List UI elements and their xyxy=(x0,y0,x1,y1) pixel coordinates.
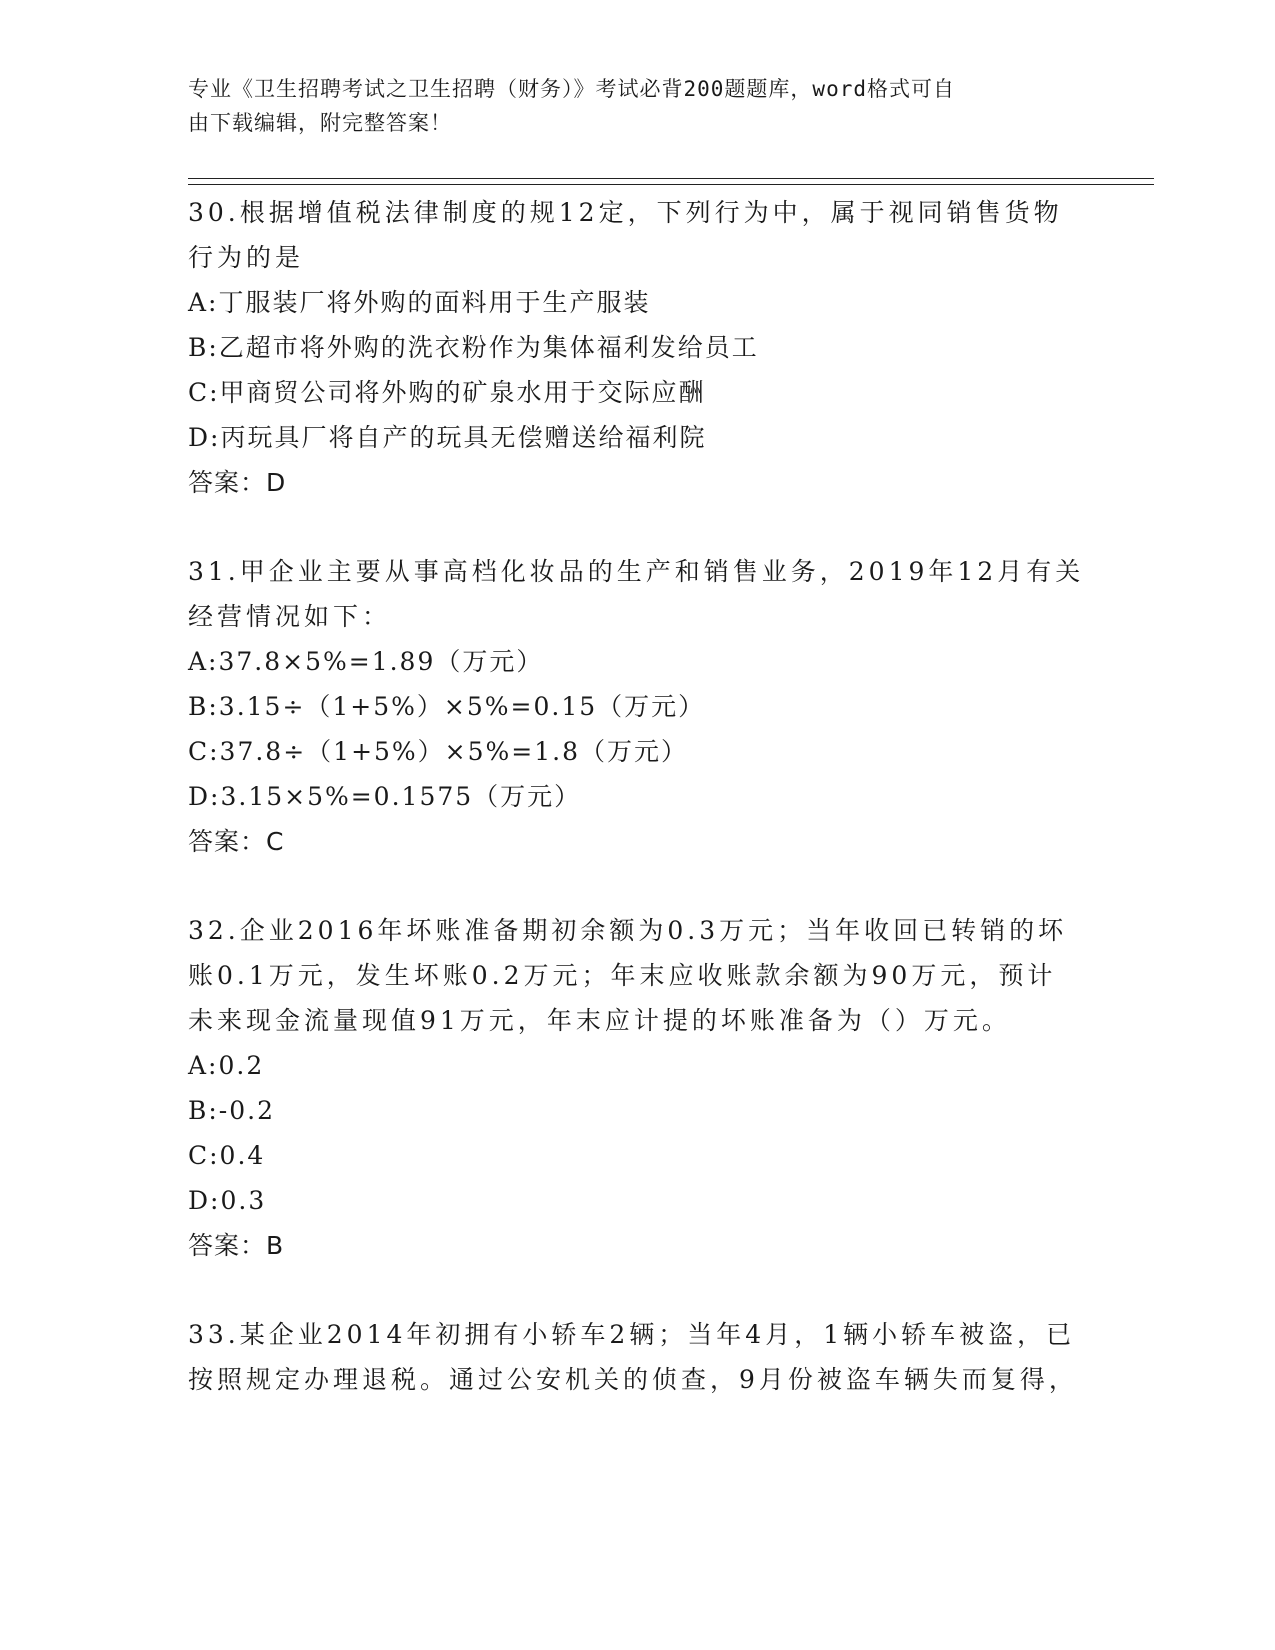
question-32 xyxy=(188,908,1088,1268)
option-a: A:丁服装厂将外购的面料用于生产服装 xyxy=(188,288,651,317)
header-divider-bottom xyxy=(188,184,1154,185)
question-stem-line: 31.甲企业主要从事高档化妆品的生产和销售业务，2019年12月有关 xyxy=(188,557,1085,586)
option-c: C:甲商贸公司将外购的矿泉水用于交际应酬 xyxy=(188,378,706,407)
question-33 xyxy=(188,1312,1088,1402)
option-d: D:0.3 xyxy=(188,1186,267,1215)
header-line: 专业《卫生招聘考试之卫生招聘（财务）》考试必背200题题库，word格式可自 xyxy=(188,77,955,101)
answer-line: 答案：C xyxy=(188,827,285,856)
option-b: B:3.15÷（1+5%）×5%=0.15（万元） xyxy=(188,692,706,721)
question-stem-line: 未来现金流量现值91万元，年末应计提的坏账准备为（）万元。 xyxy=(188,1006,1011,1035)
question-stem-line: 33.某企业2014年初拥有小轿车2辆；当年4月，1辆小轿车被盗，已 xyxy=(188,1320,1076,1349)
option-c: C:0.4 xyxy=(188,1141,266,1170)
option-a: A:37.8×5%=1.89（万元） xyxy=(188,647,544,676)
option-b: B:乙超市将外购的洗衣粉作为集体福利发给员工 xyxy=(188,333,759,362)
question-stem-line: 行为的是 xyxy=(188,243,305,272)
header-line: 由下载编辑，附完整答案！ xyxy=(188,111,452,135)
question-stem-line: 经营情况如下： xyxy=(188,602,392,631)
option-c: C:37.8÷（1+5%）×5%=1.8（万元） xyxy=(188,737,688,766)
question-31 xyxy=(188,549,1088,864)
question-stem-line: 30.根据增值税法律制度的规12定，下列行为中，属于视同销售货物 xyxy=(188,198,1063,227)
question-list xyxy=(188,190,1088,1446)
question-stem-line: 按照规定办理退税。通过公安机关的侦查，9月份被盗车辆失而复得， xyxy=(188,1365,1078,1394)
document-header xyxy=(188,72,1068,140)
question-stem-line: 账0.1万元，发生坏账0.2万元；年末应收账款余额为90万元，预计 xyxy=(188,961,1057,990)
answer-line: 答案：D xyxy=(188,468,287,497)
question-30 xyxy=(188,190,1088,505)
option-d: D:3.15×5%=0.1575（万元） xyxy=(188,782,582,811)
answer-line: 答案：B xyxy=(188,1231,285,1260)
option-b: B:-0.2 xyxy=(188,1096,275,1125)
option-a: A:0.2 xyxy=(188,1051,265,1080)
question-stem-line: 32.企业2016年坏账准备期初余额为0.3万元；当年收回已转销的坏 xyxy=(188,916,1068,945)
option-d: D:丙玩具厂将自产的玩具无偿赠送给福利院 xyxy=(188,423,707,452)
header-divider-top xyxy=(188,178,1154,179)
